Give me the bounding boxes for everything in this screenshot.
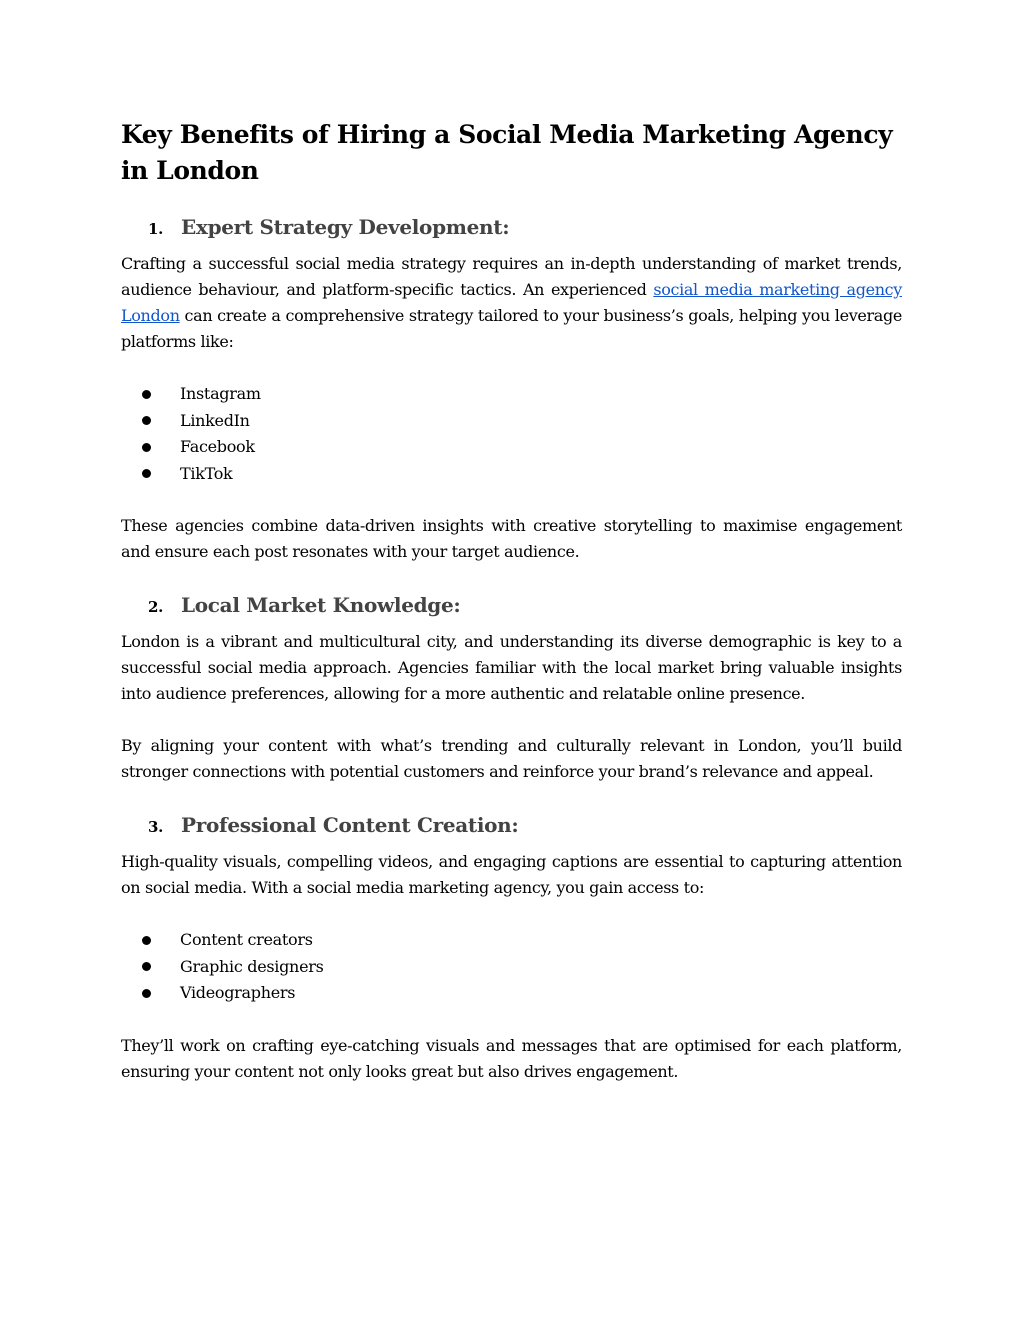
list-item-label: Instagram — [180, 384, 261, 403]
section-title: Professional Content Creation: — [181, 813, 519, 837]
section-intro-paragraph — [121, 251, 902, 355]
bullet-icon — [142, 416, 151, 425]
list-item — [121, 927, 902, 954]
agency-london-link[interactable]: social media marketing agency London — [121, 280, 902, 325]
bullet-icon — [142, 443, 151, 452]
section-closing-paragraph: These agencies combine data-driven insights with creative storytelling to maximise engagement and ensure each post resonates with your target audience. — [121, 516, 902, 561]
bullet-icon — [142, 936, 151, 945]
section-title: Expert Strategy Development: — [181, 215, 510, 239]
list-item — [121, 954, 902, 981]
section-number: 2. — [148, 598, 164, 616]
intro-text-before-link: Crafting a successful social media strategy requires an in-depth understanding of market trends, audience behaviour, and platform-specific tactics. An experienced — [121, 254, 902, 299]
section-number: 3. — [148, 818, 164, 836]
list-item — [121, 381, 902, 408]
list-item-label: Graphic designers — [180, 956, 324, 976]
bullet-icon — [142, 989, 151, 998]
roles-list — [121, 927, 902, 1007]
list-item-label: Videographers — [180, 983, 296, 1002]
document-title: Key Benefits of Hiring a Social Media Marketing Agency in London — [121, 120, 893, 185]
list-item-label: LinkedIn — [180, 410, 250, 430]
list-item-label: Content creators — [180, 930, 313, 949]
section-heading-local-market — [121, 589, 902, 623]
section-heading-content-creation — [121, 809, 902, 843]
platforms-list — [121, 381, 902, 487]
document-page — [121, 117, 902, 1085]
list-item-label: Facebook — [180, 437, 255, 456]
section-paragraph: London is a vibrant and multicultural city, and understanding its diverse demographic is key to a successful social media approach. Agencies familiar with the local market bring valuable insights into audience preferences, allowing for a more authentic and relatable online presence. — [121, 632, 902, 703]
list-item — [121, 461, 902, 488]
section-heading-expert-strategy — [121, 211, 902, 245]
section-intro-paragraph: High-quality visuals, compelling videos, and engaging captions are essential to capturing attention on social media. With a social media marketing agency, you gain access to: — [121, 852, 902, 897]
section-paragraph: By aligning your content with what’s trending and culturally relevant in London, you’ll build stronger connections with potential customers and reinforce your brand’s relevance and appeal. — [121, 736, 902, 781]
list-item — [121, 408, 902, 435]
bullet-icon — [142, 962, 151, 971]
bullet-icon — [142, 469, 151, 478]
intro-text-after-link: can create a comprehensive strategy tailored to your business’s goals, helping you leverage platforms like: — [121, 306, 902, 351]
list-item — [121, 980, 902, 1007]
section-closing-paragraph: They’ll work on crafting eye-catching visuals and messages that are optimised for each platform, ensuring your content not only looks great but also drives engagement. — [121, 1035, 902, 1081]
list-item-label: TikTok — [180, 463, 233, 483]
section-title: Local Market Knowledge: — [181, 593, 461, 617]
section-number: 1. — [148, 220, 164, 238]
list-item — [121, 434, 902, 461]
bullet-icon — [142, 390, 151, 399]
